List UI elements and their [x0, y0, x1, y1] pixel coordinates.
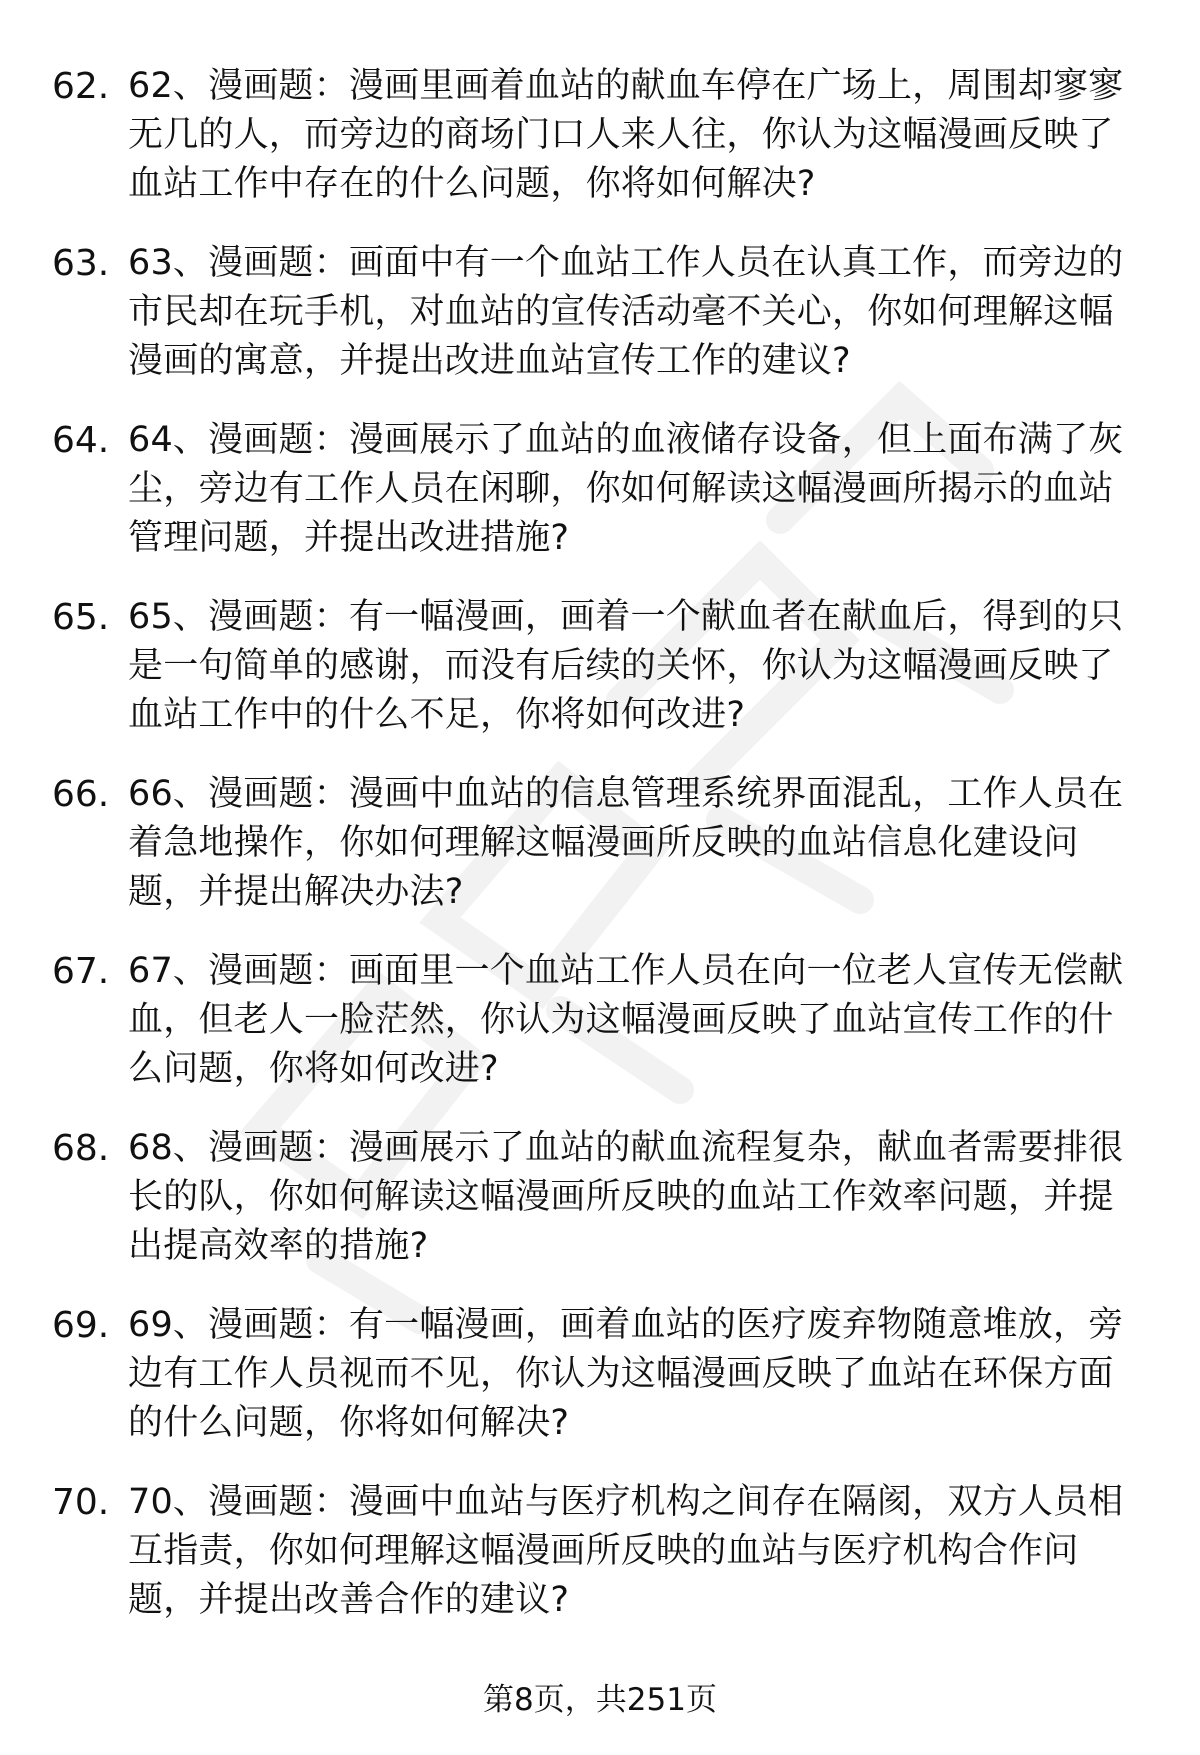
- question-text: 70、漫画题：漫画中血站与医疗机构之间存在隔阂，双方人员相互指责，你如何理解这幅漫画所反映的血站与医疗机构合作问题，并提出改善合作的建议?: [128, 1482, 1124, 1620]
- question-item: [0, 62, 1200, 210]
- question-item: [0, 770, 1200, 918]
- question-text: 63、漫画题：画面中有一个血站工作人员在认真工作，而旁边的市民却在玩手机，对血站的宣传活动毫不关心，你如何理解这幅漫画的寓意，并提出改进血站宣传工作的建议?: [128, 243, 1124, 381]
- question-item: [0, 416, 1200, 564]
- question-item: [0, 593, 1200, 741]
- question-item: [0, 1478, 1200, 1626]
- question-text: 68、漫画题：漫画展示了血站的献血流程复杂，献血者需要排很长的队，你如何解读这幅漫画所反映的血站工作效率问题，并提出提高效率的措施?: [128, 1128, 1124, 1266]
- question-number: 70.: [52, 1482, 110, 1523]
- question-number: 62.: [52, 66, 110, 107]
- question-text: 62、漫画题：漫画里画着血站的献血车停在广场上，周围却寥寥无几的人，而旁边的商场门口人来人往，你认为这幅漫画反映了血站工作中存在的什么问题，你将如何解决?: [128, 66, 1124, 204]
- question-item: [0, 947, 1200, 1095]
- question-number: 65.: [52, 597, 110, 638]
- question-text: 65、漫画题：有一幅漫画，画着一个献血者在献血后，得到的只是一句简单的感谢，而没有后续的关怀，你认为这幅漫画反映了血站工作中的什么不足，你将如何改进?: [128, 597, 1124, 735]
- question-number: 63.: [52, 243, 110, 284]
- page-footer: [0, 1680, 1200, 1720]
- question-text: 64、漫画题：漫画展示了血站的血液储存设备，但上面布满了灰尘，旁边有工作人员在闲聊，你如何解读这幅漫画所揭示的血站管理问题，并提出改进措施?: [128, 420, 1124, 558]
- question-number: 67.: [52, 951, 110, 992]
- page-number-label: 第8页，共251页: [483, 1682, 717, 1718]
- question-list: [0, 62, 1200, 1655]
- question-number: 64.: [52, 420, 110, 461]
- question-text: 69、漫画题：有一幅漫画，画着血站的医疗废弃物随意堆放，旁边有工作人员视而不见，你认为这幅漫画反映了血站在环保方面的什么问题，你将如何解决?: [128, 1305, 1124, 1443]
- question-text: 67、漫画题：画面里一个血站工作人员在向一位老人宣传无偿献血，但老人一脸茫然，你认为这幅漫画反映了血站宣传工作的什么问题，你将如何改进?: [128, 951, 1124, 1089]
- question-item: [0, 239, 1200, 387]
- question-text: 66、漫画题：漫画中血站的信息管理系统界面混乱，工作人员在着急地操作，你如何理解这幅漫画所反映的血站信息化建设问题，并提出解决办法?: [128, 774, 1124, 912]
- question-item: [0, 1301, 1200, 1449]
- question-number: 66.: [52, 774, 110, 815]
- question-number: 68.: [52, 1128, 110, 1169]
- question-number: 69.: [52, 1305, 110, 1346]
- question-item: [0, 1124, 1200, 1272]
